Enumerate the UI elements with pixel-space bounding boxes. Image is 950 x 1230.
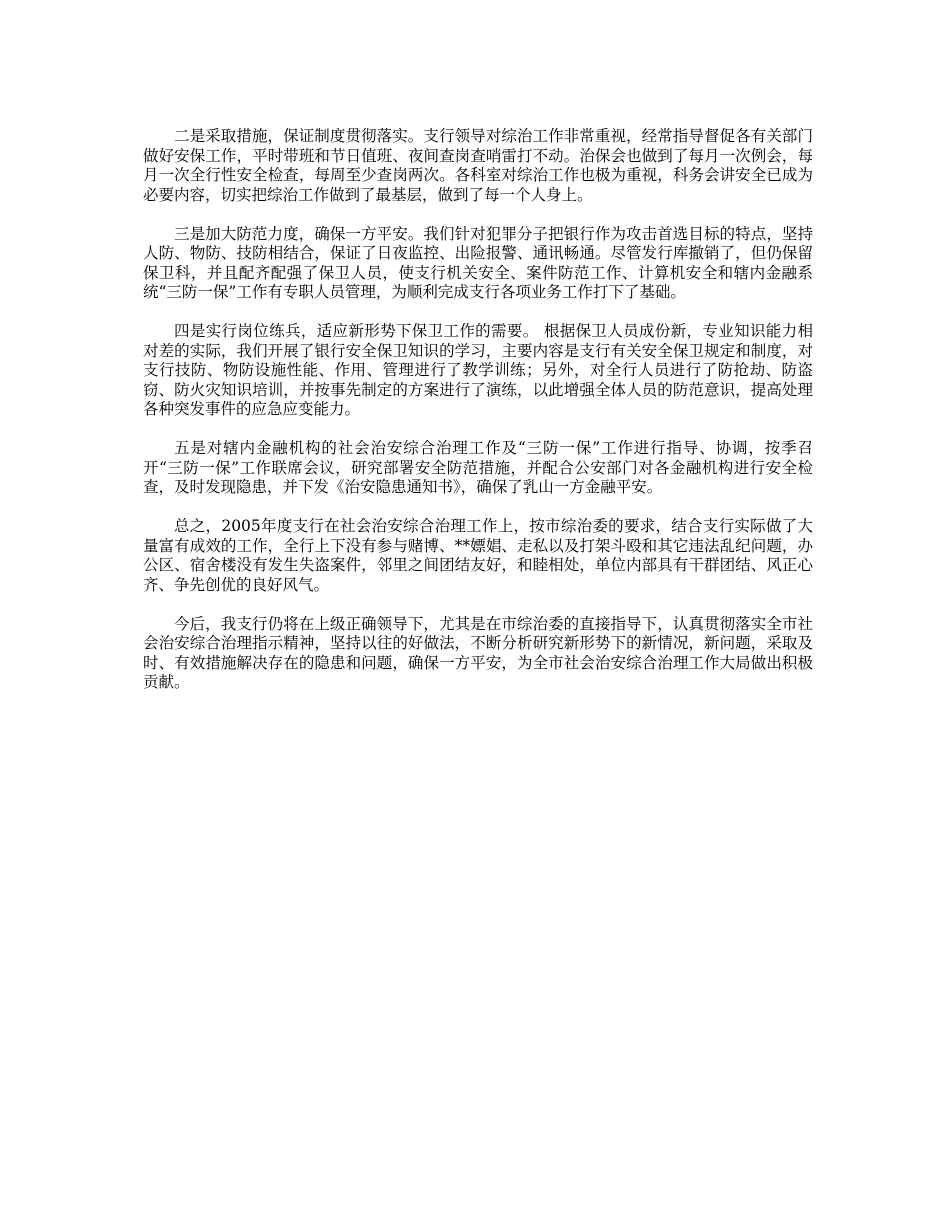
paragraph-outlook: 今后，我支行仍将在上级正确领导下，尤其是在市综治委的直接指导下，认真贯彻落实全市社会治安综合治理指示精神，坚持以往的好做法，不断分析研究新形势下的新情况，新问题，采取及时、有效措施解决存在的隐患和问题，确保一方平安，为全市社会治安综合治理工作大局做出积极贡献。 (143, 614, 813, 691)
paragraph-measure-2: 二是采取措施，保证制度贯彻落实。支行领导对综治工作非常重视，经常指导督促各有关部门做好安保工作，平时带班和节日值班、夜间查岗查哨雷打不动。治保会也做到了每月一次例会，每月一次全行性安全检查，每周至少查岗两次。各科室对综治工作也极为重视，科务会讲安全已成为必要内容，切实把综治工作做到了最基层，做到了每一个人身上。 (143, 127, 813, 204)
paragraph-measure-3: 三是加大防范力度，确保一方平安。我们针对犯罪分子把银行作为攻击首选目标的特点，坚持人防、物防、技防相结合，保证了日夜监控、出险报警、通讯畅通。尽管发行库撤销了，但仍保留保卫科，并且配齐配强了保卫人员，使支行机关安全、案件防范工作、计算机安全和辖内金融系统“三防一保”工作有专职人员管理，为顺利完成支行各项业务工作打下了基础。 (143, 224, 813, 301)
paragraph-summary: 总之，2005年度支行在社会治安综合治理工作上，按市综治委的要求，结合支行实际做了大量富有成效的工作，全行上下没有参与赌博、**嫖娼、走私以及打架斗殴和其它违法乱纪问题，办公区、宿舍楼没有发生失盗案件，邻里之间团结友好，和睦相处，单位内部具有干群团结、风正心齐、争先创优的良好风气。 (143, 517, 813, 594)
paragraph-measure-4: 四是实行岗位练兵，适应新形势下保卫工作的需要。 根据保卫人员成份新，专业知识能力相对差的实际，我们开展了银行安全保卫知识的学习，主要内容是支行有关安全保卫规定和制度，对支行技防、物防设施性能、作用、管理进行了教学训练；另外，对全行人员进行了防抢劫、防盗窃、防火灾知识培训，并按事先制定的方案进行了演练，以此增强全体人员的防范意识，提高处理各种突发事件的应急应变能力。 (143, 322, 813, 418)
paragraph-measure-5: 五是对辖内金融机构的社会治安综合治理工作及“三防一保”工作进行指导、协调，按季召开“三防一保”工作联席会议，研究部署安全防范措施，并配合公安部门对各金融机构进行安全检查，及时发现隐患，并下发《治安隐患通知书》，确保了乳山一方金融平安。 (143, 439, 813, 496)
document-body (143, 127, 813, 712)
